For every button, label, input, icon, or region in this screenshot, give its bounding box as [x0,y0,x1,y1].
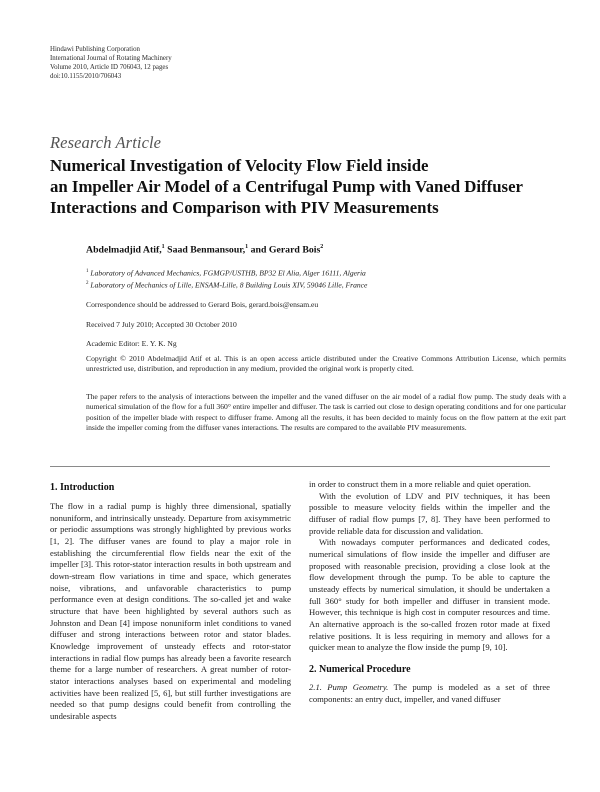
academic-editor: Academic Editor: E. Y. K. Ng [86,339,177,348]
author-name: and Gerard Bois [248,244,321,256]
author-list [86,244,566,255]
doi: doi:10.1155/2010/706043 [50,73,122,80]
article-title [50,155,570,218]
affiliation: $^1$ Laboratory of Advanced Mechanics, FGMGP/USTHB, BP32 El Alia, Alger 16111, Algeria [86,268,366,278]
author-name: Abdelmadjid Atif, [86,244,162,256]
correspondence: Correspondence should be addressed to Gerard Bois, gerard.bois@ensam.eu [86,300,319,309]
author-name: Saad Benmansour, [164,244,246,256]
paragraph: With the evolution of LDV and PIV techniques, it has been possible to measure velocity fields within the impeller and the diffuser of radial flow pumps [7, 8]. They have been performed to provide reliable data for discussion and validation. [309,490,550,536]
article-type: Research Article [50,133,162,152]
right-column [309,479,550,705]
affiliations [86,267,566,291]
affiliation: $^2$ Laboratory of Mechanics of Lille, ENSAM-Lille, 8 Building Louis XIV, 59046 Lille, France [86,280,368,290]
subsection-heading: 2.1. Pump Geometry. [309,681,389,692]
publisher-name: Hindawi Publishing Corporation [50,46,140,53]
paragraph: With nowadays computer performances and dedicated codes, numerical simulations of flow inside the impeller and diffuser are proposed with reasonable precision, providing a close look at the flow development through the pump. To be able to capture the unsteady effects by numerical simulation, it should be undertaken a full 360° study for both impeller and diffuser in transient mode. However, this technique is high cost in computer resources and time. An alternative approach is the so-called frozen rotor made at fixed relative positions. It is less requiring in memory and allows for a quicker mean to analyze the flow inside the pump [9, 10]. [309,537,550,653]
affiliation-marker: 1 [245,244,249,250]
title-line: Interactions and Comparison with PIV Measurements [50,198,439,217]
section-heading-numerical-procedure: 2. Numerical Procedure [309,663,411,675]
title-line: an Impeller Air Model of a Centrifugal Pump with Vaned Diffuser [50,177,523,196]
paragraph: in order to construct them in a more reliable and quiet operation. [309,479,531,489]
title-line: Numerical Investigation of Velocity Flow Field inside [50,156,429,175]
received-dates: Received 7 July 2010; Accepted 30 October 2010 [86,320,237,329]
volume-info: Volume 2010, Article ID 706043, 12 pages [50,64,169,71]
affiliation-marker: 1 [161,244,165,250]
affiliation-marker: 2 [320,244,324,250]
paragraph: The flow in a radial pump is highly three dimensional, spatially nonuniform, and intrinsically unsteady. Departure from axisymmetric or periodic assumptions was strongly highlighted by previous works [1, 2]. The diffuser vanes are found to play a major role in establishing the circumferential flow fields near the exit of the impeller [3]. This rotor-stator interaction results in both upstream and down-stream flow variations in time and space, which generates noise, vibrations, and unfavorable characteristics to pump performance even at design conditions. The so-called jet and wake structure that have been highlighted by several authors such as Johnston and Dean [4] impose nonuniform inlet conditions to vaned diffuser and strong interactions between rotor and stator blades. Knowledge improvement of unsteady effects and rotor-stator interactions in radial flow pumps has already been a favorite research theme for a large number of researchers. A great number of rotor-stator interactions analyses based on experimental and modeling activities have been realized [5, 6], but still further investigations are needed so that pump designs could benefit from controlling the undesirable aspects [50,501,291,721]
paragraph: 2.1. Pump Geometry. The pump is modeled as a set of three components: an entry duct, impeller, and vaned diffuser [309,681,550,704]
copyright-notice: Copyright © 2010 Abdelmadjid Atif et al. This is an open access article distributed under the Creative Commons Attribution License, which permits unrestricted use, distribution, and reproduction in any medium, provided the original work is properly cited. [86,354,566,374]
journal-header [50,45,350,81]
section-heading-introduction: 1. Introduction [50,482,115,493]
left-column [50,481,291,722]
journal-name: International Journal of Rotating Machinery [50,55,172,62]
abstract: The paper refers to the analysis of interactions between the impeller and the vaned diffuser on the air model of a radial flow pump. The study deals with a numerical simulation of the flow for a full 360° entire impeller and diffuser. The task is carried out close to design operating conditions and for one particular position of the impeller blade with respect to diffuser frame. Among all the results, it has been decided to mainly focus on the flow pattern at the exit part inside the impeller coming from the diffuser vanes interactions. The results are compared to the available PIV measurements. [86,392,566,432]
divider [50,466,550,467]
